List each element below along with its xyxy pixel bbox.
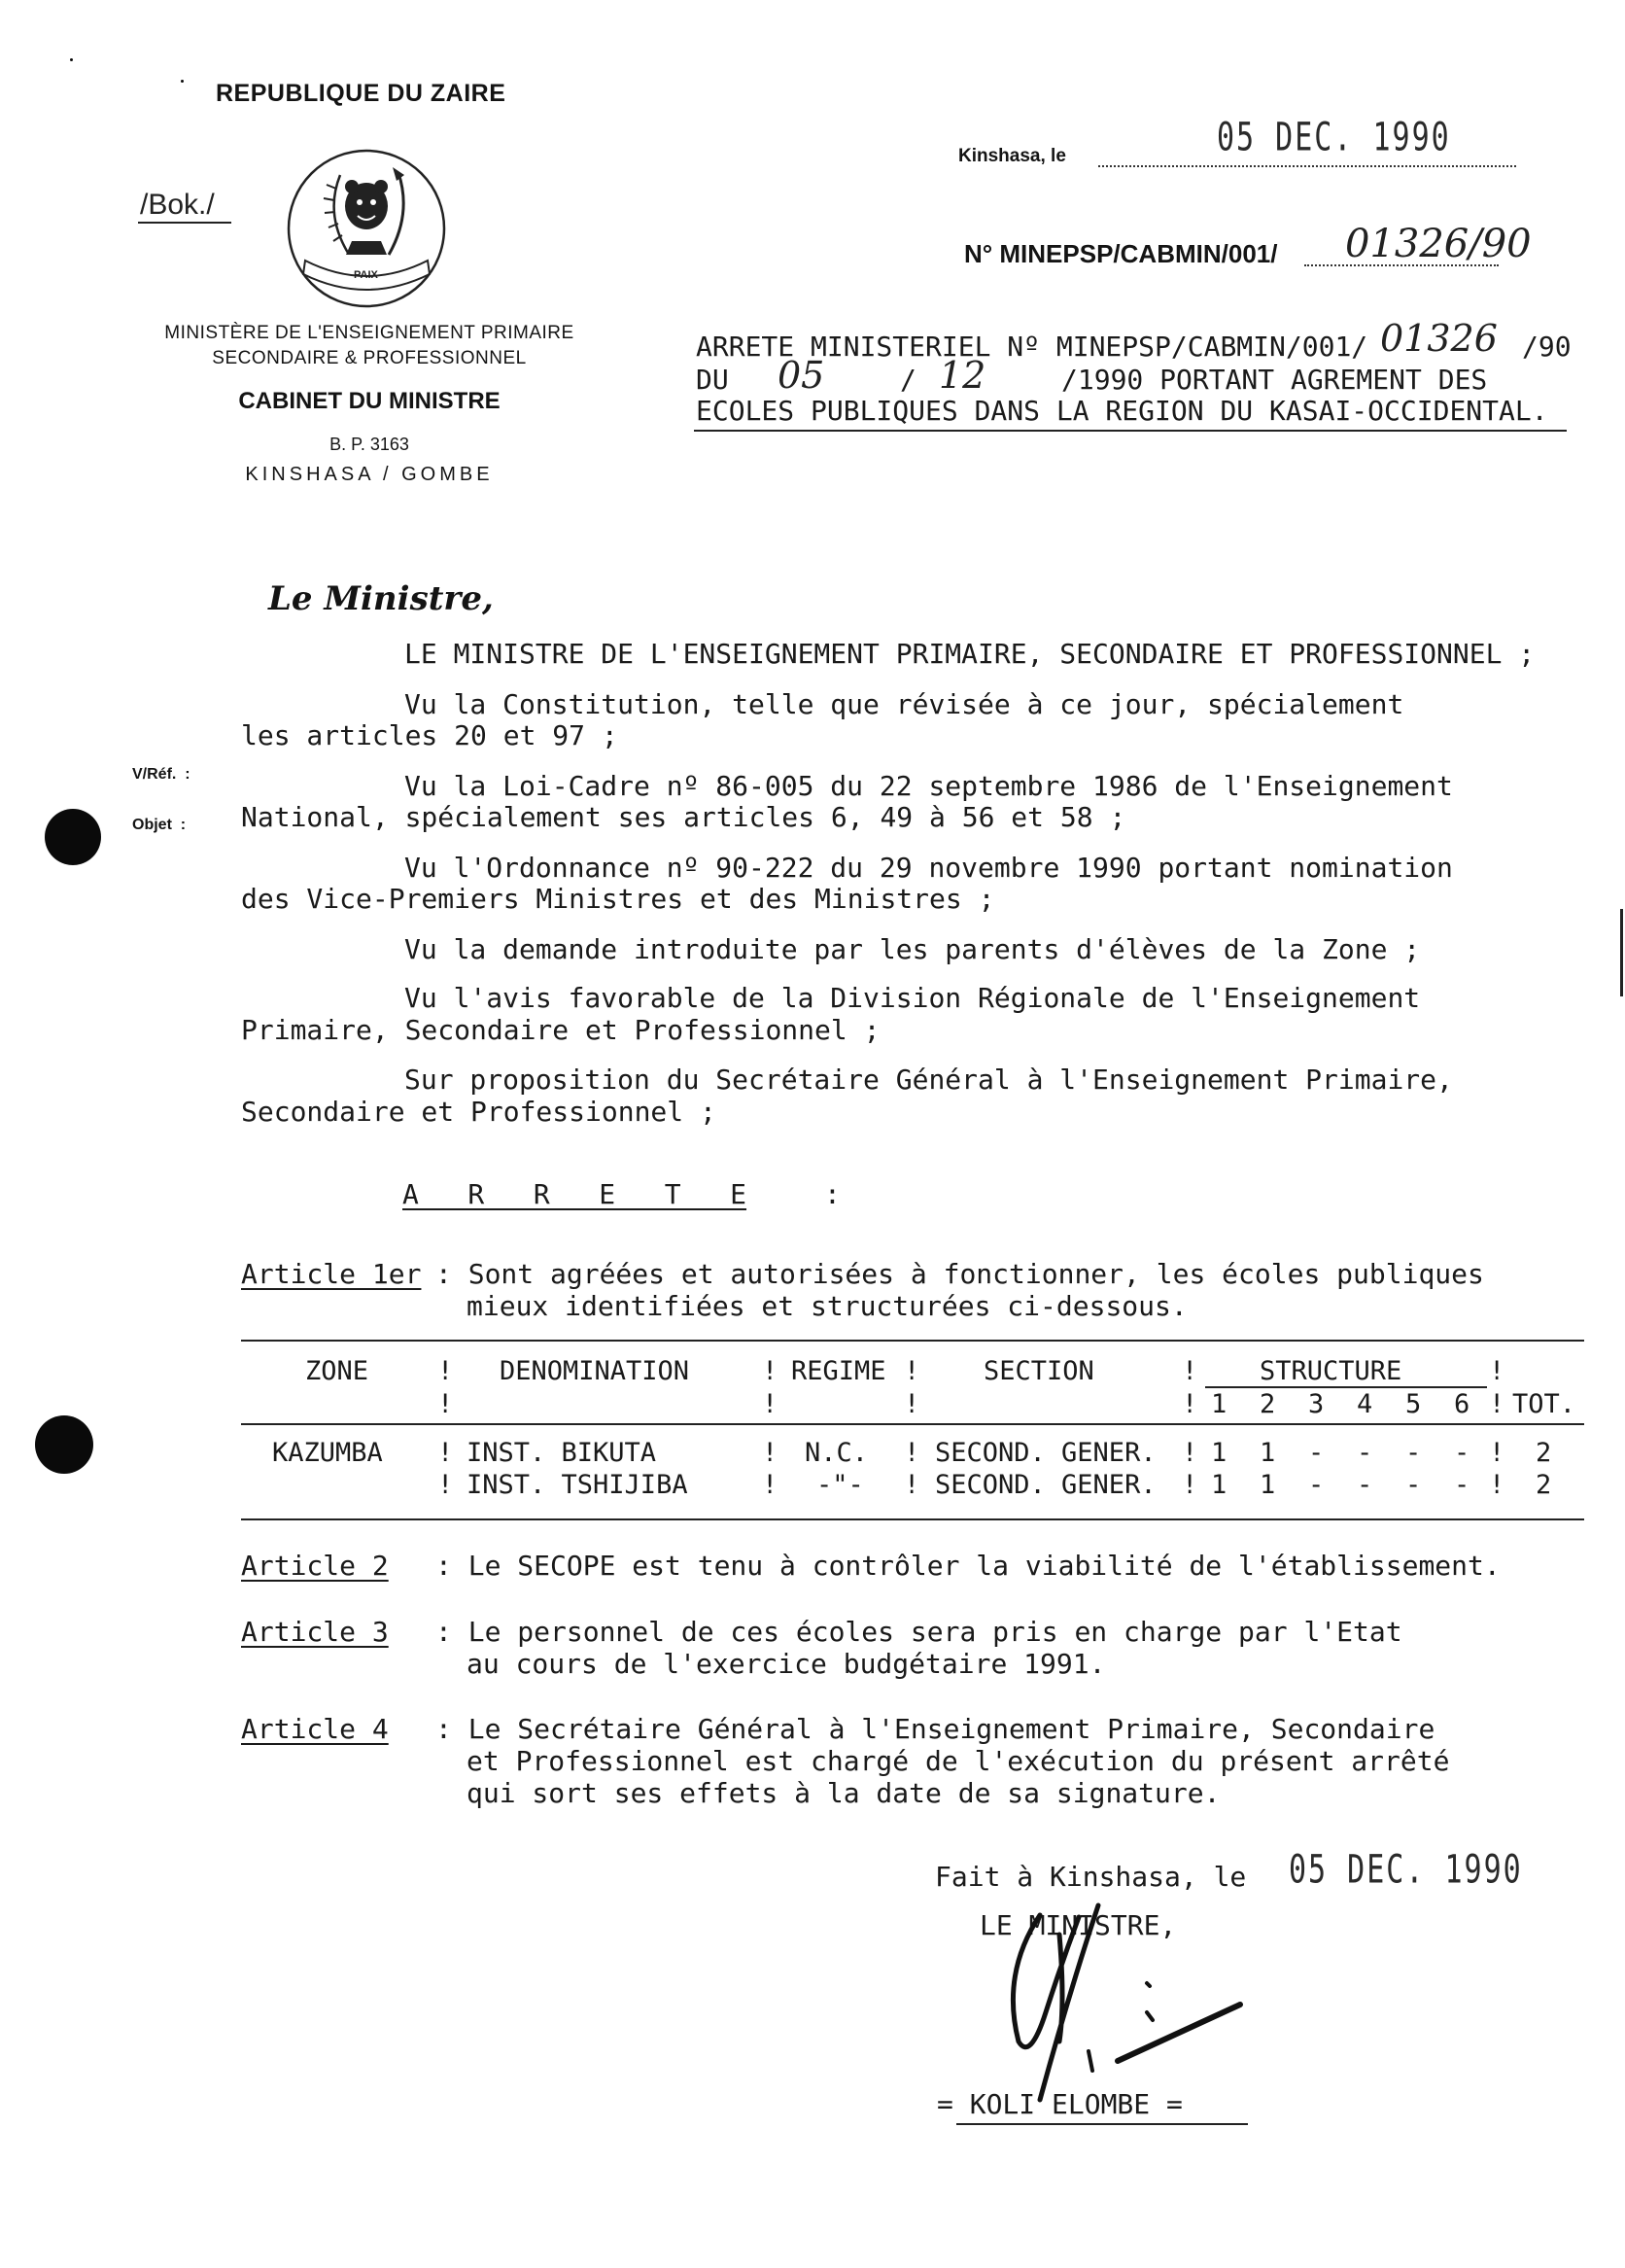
col-sep: ! xyxy=(1489,1470,1505,1500)
article-4-label: Article 4 xyxy=(241,1713,389,1745)
article-3-text-line1: : Le personnel de ces écoles sera pris en charge par l'Etat xyxy=(435,1616,1402,1648)
col-header-regime: REGIME xyxy=(791,1356,886,1386)
row-year-1: 1 xyxy=(1211,1470,1227,1500)
row-section: SECOND. GENER. xyxy=(935,1470,1157,1500)
arrete-colon: : xyxy=(824,1178,841,1210)
col-header-structure: STRUCTURE xyxy=(1260,1356,1402,1386)
row-denomination: INST. TSHIJIBA xyxy=(467,1470,688,1500)
preamble-loi-cadre-line1: Vu la Loi-Cadre nº 86-005 du 22 septembre 1986 de l'Enseignement xyxy=(404,770,1453,802)
col-sep: ! xyxy=(1182,1389,1198,1419)
row-denomination: INST. BIKUTA xyxy=(467,1438,657,1468)
col-sep: ! xyxy=(762,1470,778,1500)
row-year-5: - xyxy=(1405,1438,1422,1468)
subject-line1-suffix: /90 xyxy=(1522,331,1572,363)
col-sep: ! xyxy=(1182,1356,1198,1386)
salutation: Le Ministre, xyxy=(268,579,494,618)
col-sep: ! xyxy=(437,1389,454,1419)
col-sep: ! xyxy=(1489,1356,1505,1386)
row-total: 2 xyxy=(1536,1438,1552,1468)
preamble-constitution-line1: Vu la Constitution, telle que révisée à ce jour, spécialement xyxy=(404,688,1404,720)
article-1-text-line1: : Sont agréées et autorisées à fonctionner, les écoles publiques xyxy=(435,1258,1484,1290)
margin-object-label: Objet : xyxy=(132,817,187,833)
year-header-6: 6 xyxy=(1454,1389,1470,1419)
table-bottom-rule xyxy=(241,1518,1584,1520)
subject-month-handwritten: 12 xyxy=(939,354,986,397)
seal-motto: PAIX xyxy=(354,269,378,281)
punch-hole-mark-top xyxy=(45,809,101,865)
row-year-6: - xyxy=(1454,1470,1470,1500)
subject-day-handwritten: 05 xyxy=(778,354,825,397)
subject-line3: ECOLES PUBLIQUES DANS LA REGION DU KASAI-OCCIDENTAL. xyxy=(696,395,1548,427)
subject-underline xyxy=(694,430,1567,432)
col-sep: ! xyxy=(904,1438,920,1468)
row-regime: N.C. xyxy=(805,1438,869,1468)
row-section: SECOND. GENER. xyxy=(935,1438,1157,1468)
row-regime: -"- xyxy=(816,1470,864,1500)
col-sep: ! xyxy=(1489,1438,1505,1468)
ministry-block xyxy=(136,321,603,488)
place-date-label: Kinshasa, le xyxy=(958,146,1066,166)
postal-box: B. P. 3163 xyxy=(329,435,409,454)
ministry-name-line2: SECONDAIRE & PROFESSIONNEL xyxy=(212,348,527,368)
document-number-label: N° MINEPSP/CABMIN/001/ xyxy=(964,239,1278,268)
col-sep: ! xyxy=(1182,1470,1198,1500)
row-year-2: 1 xyxy=(1260,1438,1276,1468)
table-top-rule xyxy=(241,1340,1584,1342)
row-zone: KAZUMBA xyxy=(272,1438,383,1468)
row-year-1: 1 xyxy=(1211,1438,1227,1468)
preamble-proposition-line2: Secondaire et Professionnel ; xyxy=(241,1096,716,1128)
col-sep: ! xyxy=(437,1356,454,1386)
col-header-section: SECTION xyxy=(984,1356,1094,1386)
preamble-demande: Vu la demande introduite par les parents d'élèves de la Zone ; xyxy=(404,933,1421,965)
article-3-text-line2: au cours de l'exercice budgétaire 1991. xyxy=(467,1648,1106,1680)
preamble-minister: LE MINISTRE DE L'ENSEIGNEMENT PRIMAIRE, SECONDAIRE ET PROFESSIONNEL ; xyxy=(404,638,1536,670)
preamble-ordonnance-line2: des Vice-Premiers Ministres et des Ministres ; xyxy=(241,883,995,915)
row-year-5: - xyxy=(1405,1470,1422,1500)
scan-speck xyxy=(181,80,184,83)
subject-line2-suffix: /1990 PORTANT AGREMENT DES xyxy=(1061,364,1488,396)
table-header-rule xyxy=(241,1423,1584,1425)
col-sep: ! xyxy=(762,1389,778,1419)
col-sep: ! xyxy=(904,1356,920,1386)
col-sep: ! xyxy=(904,1470,920,1500)
col-sep: ! xyxy=(762,1438,778,1468)
article-3-label: Article 3 xyxy=(241,1616,389,1648)
year-header-4: 4 xyxy=(1357,1389,1373,1419)
punch-hole-mark-bottom xyxy=(35,1415,93,1474)
article-1-text-line2: mieux identifiées et structurées ci-dessous. xyxy=(467,1290,1188,1322)
scan-speck xyxy=(70,58,73,61)
col-sep: ! xyxy=(437,1438,454,1468)
year-header-1: 1 xyxy=(1211,1389,1227,1419)
preamble-ordonnance-line1: Vu l'Ordonnance nº 90-222 du 29 novembre 1990 portant nomination xyxy=(404,852,1453,884)
col-sep: ! xyxy=(762,1356,778,1386)
article-1-label: Article 1er xyxy=(241,1258,422,1290)
year-header-5: 5 xyxy=(1405,1389,1422,1419)
structure-underline xyxy=(1205,1386,1487,1388)
row-year-4: - xyxy=(1357,1438,1373,1468)
subject-line1-prefix: ARRETE MINISTERIEL Nº MINEPSP/CABMIN/001/ xyxy=(696,331,1368,363)
date-stamp: 05 DEC. 1990 xyxy=(1217,115,1451,161)
ministry-name-line1: MINISTÈRE DE L'ENSEIGNEMENT PRIMAIRE xyxy=(164,323,574,343)
col-sep: ! xyxy=(437,1470,454,1500)
col-sep: ! xyxy=(904,1389,920,1419)
article-4-text-line3: qui sort ses effets à la date de sa signature. xyxy=(467,1777,1221,1809)
row-year-3: - xyxy=(1308,1438,1325,1468)
year-header-2: 2 xyxy=(1260,1389,1276,1419)
col-header-zone: ZONE xyxy=(305,1356,369,1386)
closing-place: Fait à Kinshasa, le xyxy=(935,1861,1247,1893)
preamble-avis-line2: Primaire, Secondaire et Professionnel ; xyxy=(241,1014,881,1046)
article-2-label: Article 2 xyxy=(241,1550,389,1582)
col-sep: ! xyxy=(1489,1389,1505,1419)
col-header-denomination: DENOMINATION xyxy=(500,1356,690,1386)
row-year-6: - xyxy=(1454,1438,1470,1468)
date-dotted-line xyxy=(1098,165,1516,167)
row-total: 2 xyxy=(1536,1470,1552,1500)
seal-emblem-icon xyxy=(284,146,449,311)
page-edge-mark xyxy=(1620,909,1623,996)
article-4-text-line2: et Professionnel est chargé de l'exécution du présent arrêté xyxy=(467,1745,1450,1777)
city-location: KINSHASA / GOMBE xyxy=(245,464,494,485)
closing-date-stamp: 05 DEC. 1990 xyxy=(1289,1847,1523,1894)
reference-code: /Bok./ xyxy=(140,189,215,221)
signatory-underline xyxy=(956,2123,1248,2125)
year-header-3: 3 xyxy=(1308,1389,1325,1419)
col-header-total: TOT. xyxy=(1512,1389,1576,1419)
subject-date-separator: / xyxy=(900,364,916,396)
signature-scribble-icon xyxy=(972,1896,1263,2110)
coat-of-arms-seal xyxy=(284,146,449,311)
article-4-text-line1: : Le Secrétaire Général à l'Enseignement Primaire, Secondaire xyxy=(435,1713,1435,1745)
signatory-name: = KOLI ELOMBE = xyxy=(937,2088,1183,2120)
margin-reference-label: V/Réf. : xyxy=(132,766,190,783)
subject-number-handwritten: 01326 xyxy=(1380,317,1498,360)
signature xyxy=(972,1896,1263,2110)
arrete-heading: A R R E T E xyxy=(402,1178,747,1210)
row-year-2: 1 xyxy=(1260,1470,1276,1500)
reference-underline xyxy=(138,222,231,224)
preamble-loi-cadre-line2: National, spécialement ses articles 6, 49 à 56 et 58 ; xyxy=(241,801,1126,833)
col-sep: ! xyxy=(1182,1438,1198,1468)
closing-title: LE MINISTRE, xyxy=(980,1909,1177,1941)
row-year-3: - xyxy=(1308,1470,1325,1500)
row-year-4: - xyxy=(1357,1470,1373,1500)
country-title: REPUBLIQUE DU ZAIRE xyxy=(216,80,506,107)
article-2-text-line1: : Le SECOPE est tenu à contrôler la viabilité de l'établissement. xyxy=(435,1550,1501,1582)
preamble-proposition-line1: Sur proposition du Secrétaire Général à l'Enseignement Primaire, xyxy=(404,1064,1453,1096)
preamble-avis-line1: Vu l'avis favorable de la Division Régionale de l'Enseignement xyxy=(404,982,1421,1014)
subject-line2-prefix: DU xyxy=(696,364,729,396)
preamble-constitution-line2: les articles 20 et 97 ; xyxy=(241,719,618,751)
cabinet-title: CABINET DU MINISTRE xyxy=(238,388,501,414)
document-number-handwritten: 01326/90 xyxy=(1345,222,1532,266)
